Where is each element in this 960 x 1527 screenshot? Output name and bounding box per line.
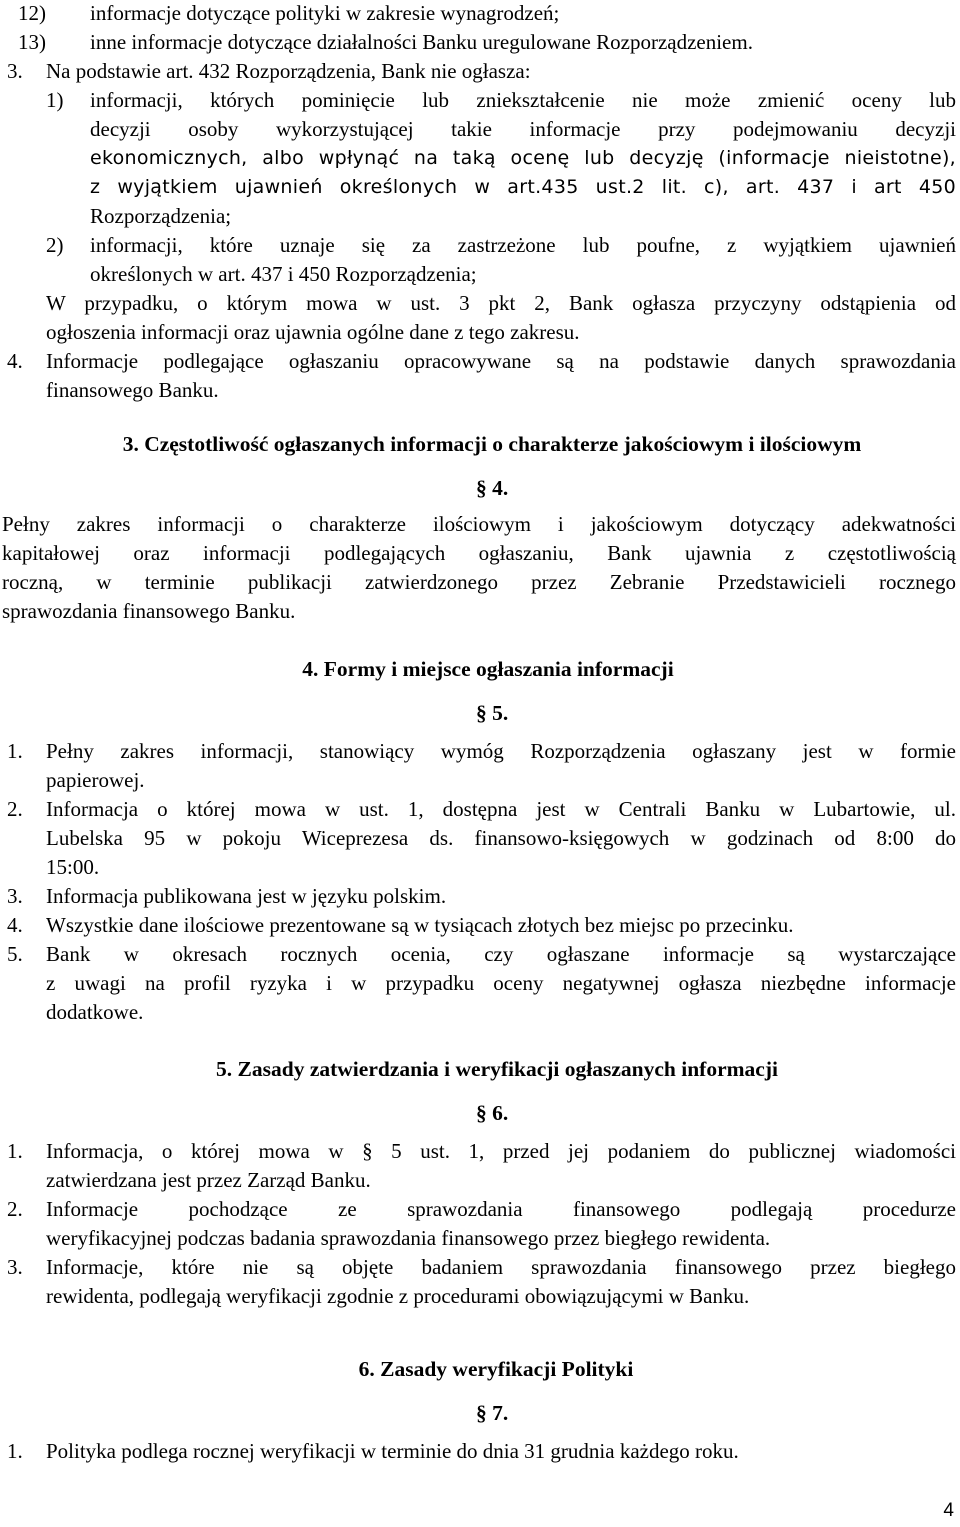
item-line: Informacje pochodzące ze sprawozdania finansowego podlegają procedurze <box>46 1197 956 1221</box>
list-number: 4. <box>7 349 23 373</box>
list-number: 1. <box>7 1139 23 1163</box>
section-heading: 4. Formy i miejsce ogłaszania informacji <box>302 657 674 681</box>
paragraph-mark: § 4. <box>476 476 509 500</box>
body-line: finansowego Banku. <box>46 378 219 402</box>
list-text: Na podstawie art. 432 Rozporządzenia, Bank nie ogłasza: <box>46 59 531 83</box>
page-number: 4 <box>943 1500 954 1521</box>
item-line: papierowej. <box>46 768 145 792</box>
list-item <box>18 29 753 56</box>
body-line: Informacje podlegające ogłaszaniu opracowywane są na podstawie danych sprawozdania <box>46 349 956 373</box>
list-number: 2. <box>7 797 23 821</box>
item-line: rewidenta, podlegają weryfikacji zgodnie z procedurami obowiązującymi w Banku. <box>46 1284 750 1308</box>
list-item <box>7 58 531 85</box>
body-line: sprawozdania finansowego Banku. <box>2 599 296 623</box>
body-line: W przypadku, o którym mowa w ust. 3 pkt 2, Bank ogłasza przyczyny odstąpienia od <box>46 291 956 315</box>
item-line: Informacja publikowana jest w języku polskim. <box>46 884 447 908</box>
list-number: 2) <box>46 233 64 257</box>
paragraph-mark: § 5. <box>476 701 509 725</box>
list-number: 1. <box>7 1439 23 1463</box>
item-line: Informacja, o której mowa w § 5 ust. 1, przed jej podaniem do publicznej wiadomości <box>46 1139 956 1163</box>
item-line: Pełny zakres informacji, stanowiący wymóg Rozporządzenia ogłaszany jest w formie <box>46 739 956 763</box>
list-item <box>18 0 559 27</box>
item-line: z wyjątkiem ujawnień określonych w art.435 ust.2 lit. c), art. 437 i art 450 <box>90 176 956 198</box>
item-line: dodatkowe. <box>46 1000 144 1024</box>
item-line: informacji, które uznaje się za zastrzeżone lub poufne, z wyjątkiem ujawnień <box>90 233 956 257</box>
body-line: ogłoszenia informacji oraz ujawnia ogólne dane z tego zakresu. <box>46 320 580 344</box>
list-number: 13) <box>18 30 46 54</box>
item-line: Bank w okresach rocznych ocenia, czy ogłaszane informacje są wystarczające <box>46 942 956 966</box>
body-line: kapitałowej oraz informacji podlegających ogłaszaniu, Bank ujawnia z częstotliwością <box>2 541 956 565</box>
item-line: decyzji osoby wykorzystującej takie informacje przy podejmowaniu decyzji <box>90 117 956 141</box>
body-line: Pełny zakres informacji o charakterze ilościowym i jakościowym dotyczący adekwatności <box>2 512 956 536</box>
item-line: informacji, których pominięcie lub zniekształcenie nie może zmienić oceny lub <box>90 88 956 112</box>
list-number: 4. <box>7 913 23 937</box>
list-number: 1. <box>7 739 23 763</box>
list-text: inne informacje dotyczące działalności Banku uregulowane Rozporządzeniem. <box>90 30 753 54</box>
item-line: z uwagi na profil ryzyka i w przypadku oceny negatywnej ogłasza niezbędne informacje <box>46 971 956 995</box>
item-line: określonych w art. 437 i 450 Rozporządzenia; <box>90 262 477 286</box>
paragraph-mark: § 6. <box>476 1101 509 1125</box>
list-number: 12) <box>18 1 46 25</box>
list-number: 3. <box>7 1255 23 1279</box>
item-line: 15:00. <box>46 855 100 879</box>
list-number: 3. <box>7 59 23 83</box>
item-line: Informacja o której mowa w ust. 1, dostępna jest w Centrali Banku w Lubartowie, ul. <box>46 797 956 821</box>
item-line: Informacje, które nie są objęte badaniem sprawozdania finansowego przez biegłego <box>46 1255 956 1279</box>
section-heading: 3. Częstotliwość ogłaszanych informacji o charakterze jakościowym i ilościowym <box>122 432 862 456</box>
list-number: 3. <box>7 884 23 908</box>
item-line: Lubelska 95 w pokoju Wiceprezesa ds. finansowo-księgowych w godzinach od 8:00 do <box>46 826 956 850</box>
list-number: 1) <box>46 88 64 112</box>
item-line: Polityka podlega rocznej weryfikacji w terminie do dnia 31 grudnia każdego roku. <box>46 1439 739 1463</box>
item-line: Wszystkie dane ilościowe prezentowane są w tysiącach złotych bez miejsc po przecinku. <box>46 913 794 937</box>
item-line: weryfikacyjnej podczas badania sprawozdania finansowego przez biegłego rewidenta. <box>46 1226 771 1250</box>
body-line: roczną, w terminie publikacji zatwierdzonego przez Zebranie Przedstawicieli rocznego <box>2 570 956 594</box>
item-line: ekonomicznych, albo wpłynąć na taką ocenę lub decyzję (informacje nieistotne), <box>90 147 956 169</box>
item-line: zatwierdzana jest przez Zarząd Banku. <box>46 1168 371 1192</box>
list-number: 5. <box>7 942 23 966</box>
paragraph-mark: § 7. <box>476 1401 509 1425</box>
section-heading: 5. Zasady zatwierdzania i weryfikacji ogłaszanych informacji <box>216 1057 778 1081</box>
section-heading: 6. Zasady weryfikacji Polityki <box>358 1357 634 1381</box>
item-line: Rozporządzenia; <box>90 204 232 228</box>
list-text: informacje dotyczące polityki w zakresie wynagrodzeń; <box>90 1 560 25</box>
list-number: 2. <box>7 1197 23 1221</box>
